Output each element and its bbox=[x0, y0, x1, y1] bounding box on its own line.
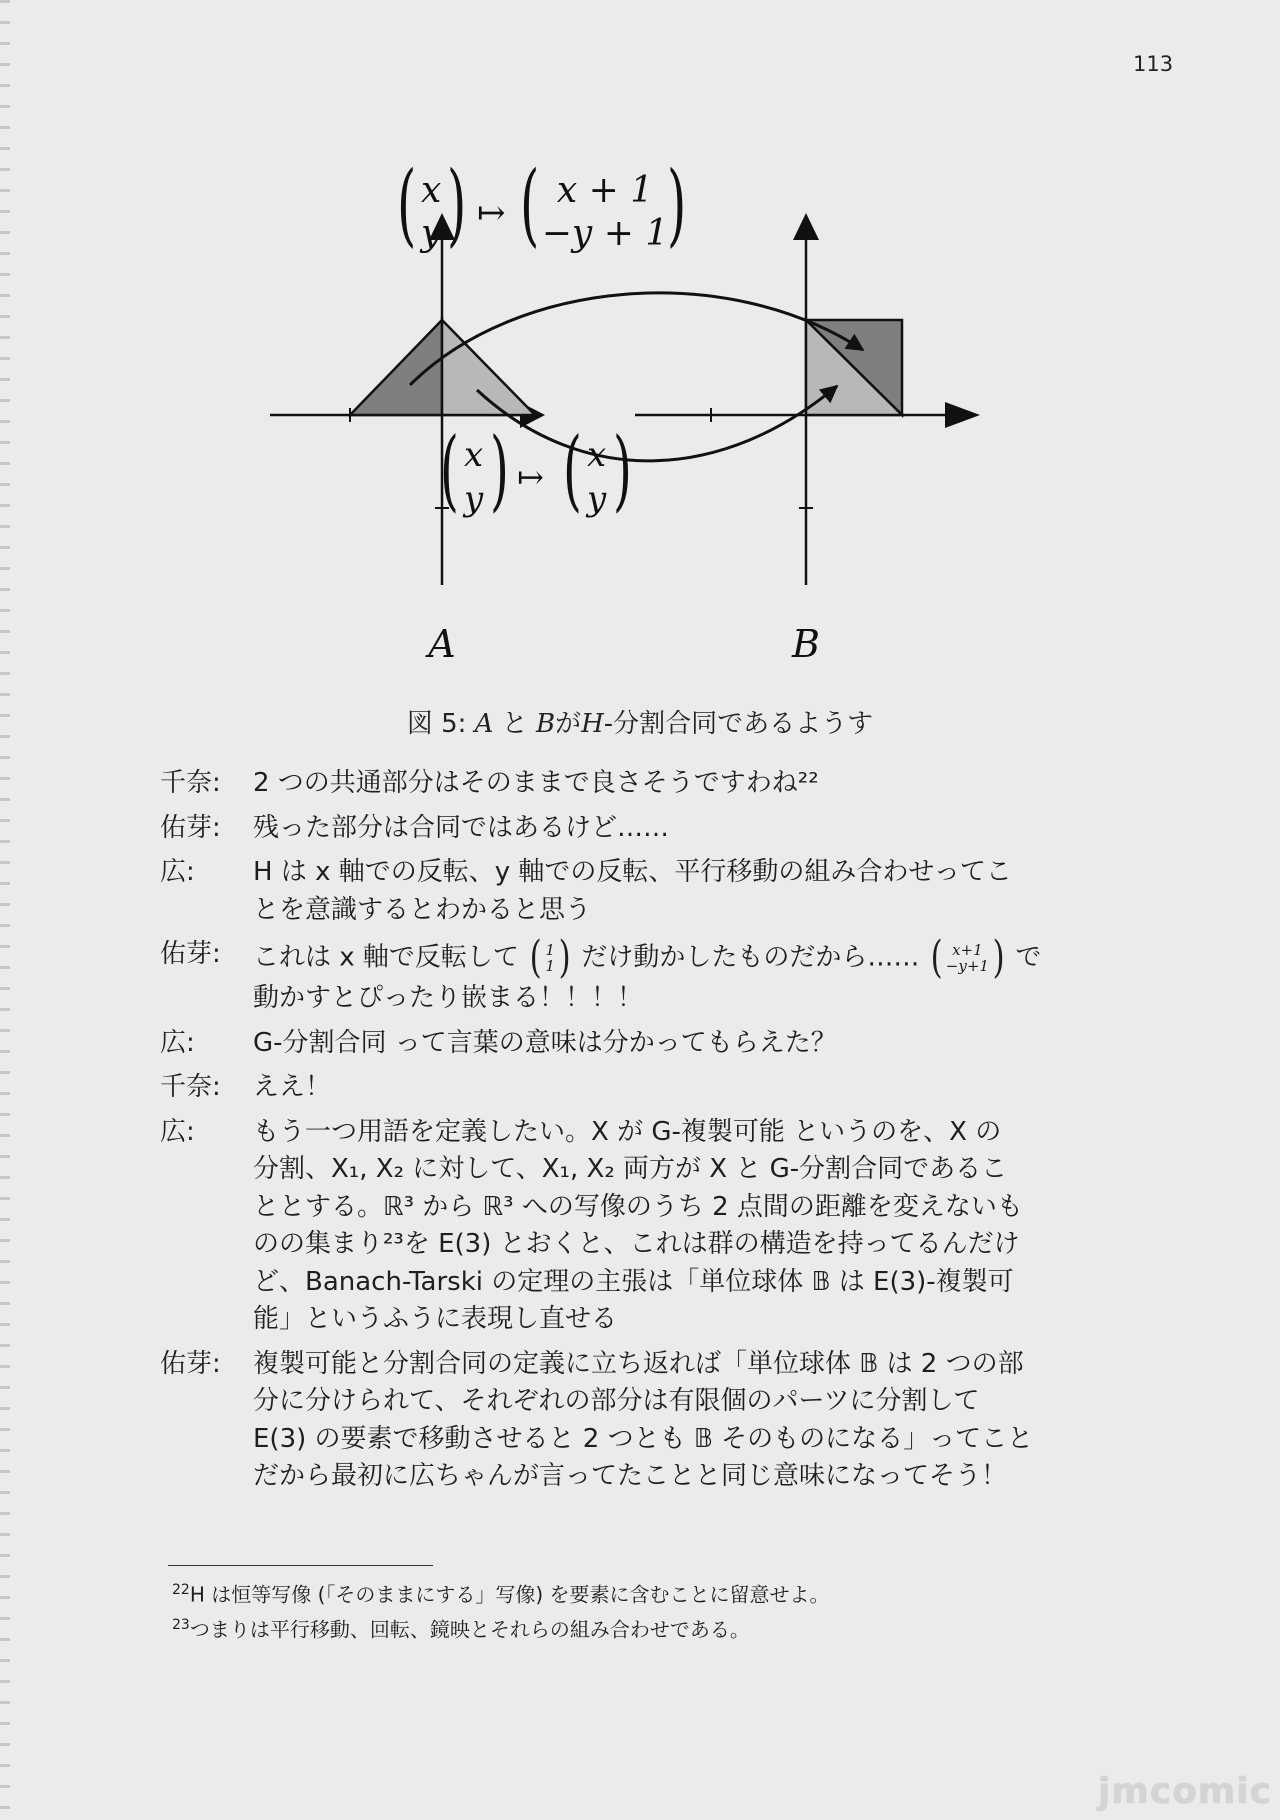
caption-a: A bbox=[474, 709, 494, 739]
dialogue-line: 分に分けられて、それぞれの部分は有限個のパーツに分割して bbox=[253, 1386, 980, 1416]
dialogue-text: で bbox=[1015, 942, 1042, 973]
svg-text:(: ( bbox=[520, 160, 540, 258]
caption-h: H bbox=[581, 709, 604, 739]
dialogue-turn bbox=[160, 1025, 1090, 1063]
vector-entry: 1 bbox=[545, 941, 555, 959]
speaker-name: 広: bbox=[160, 1027, 195, 1058]
dialogue-text: これは x 軸で反転して bbox=[253, 942, 519, 973]
dialogue-turn bbox=[160, 810, 1090, 848]
dialogue-text: だけ動かしたものだから…… bbox=[581, 942, 920, 973]
dialogue-line: 動かすとぴったり嵌まる！！！！ bbox=[253, 983, 644, 1013]
speaker-name: 佑芽: bbox=[160, 812, 221, 843]
footnote-text: H は恒等写像 (「そのままにする」写像) を要素に含むことに留意せよ。 bbox=[189, 1582, 830, 1607]
dialogue-line: E(3) の要素で移動させると 2 つとも 𝔹 そのものになる」ってこと bbox=[253, 1423, 1034, 1454]
svg-text:): ) bbox=[667, 160, 687, 258]
dialogue-line: とを意識するとわかると思う bbox=[253, 894, 592, 925]
dialogue-line: 2 つの共通部分はそのままで良さそうですわね²² bbox=[253, 768, 819, 798]
speaker-name: 広: bbox=[160, 857, 195, 887]
footnotes bbox=[172, 1575, 830, 1644]
vector-entry: 1 bbox=[545, 957, 555, 975]
vector-entry: x+1 bbox=[952, 941, 983, 959]
caption-ga: が bbox=[555, 709, 582, 739]
vector-map: ( x+1 −y+1 ) bbox=[930, 932, 1005, 983]
dialogue-line: だから最初に広ちゃんが言ってたことと同じ意味になってそう！ bbox=[253, 1461, 1008, 1491]
svg-text:): ) bbox=[490, 418, 509, 522]
speaker-name: 千奈: bbox=[160, 768, 221, 798]
top-map-arrow: ↦ bbox=[477, 193, 506, 233]
svg-text:(: ( bbox=[563, 418, 582, 522]
footnote-mark: 23 bbox=[172, 1616, 190, 1633]
top-map-lhs-bottom: y bbox=[421, 213, 442, 254]
figure-diagram bbox=[255, 160, 1015, 680]
vector-entry: −y+1 bbox=[945, 957, 989, 975]
dialogue-line: 残った部分は合同ではあるけど…… bbox=[253, 812, 670, 843]
caption-suffix: -分割合同であるようす bbox=[603, 709, 874, 739]
bottom-map-arc bbox=[477, 386, 837, 461]
bottom-map-lhs-bottom: y bbox=[464, 479, 484, 519]
shape-a bbox=[350, 320, 535, 415]
dialogue-line: ど、Banach-Tarski の定理の主張は「単位球体 𝔹 は E(3)-複製可 bbox=[253, 1266, 1014, 1297]
figure-5 bbox=[255, 160, 1015, 680]
speaker-name: 広: bbox=[160, 1116, 195, 1147]
figure-caption bbox=[0, 703, 1280, 740]
binding-edge bbox=[0, 0, 10, 1820]
speaker-name: 佑芽: bbox=[160, 1348, 221, 1379]
svg-text:(: ( bbox=[440, 418, 459, 522]
footnote-mark: 22 bbox=[172, 1582, 190, 1598]
speaker-name: 千奈: bbox=[160, 1072, 221, 1102]
top-map-label bbox=[397, 160, 686, 257]
caption-to: と bbox=[501, 709, 528, 739]
dialogue-turn bbox=[160, 1114, 1090, 1339]
dialogue bbox=[160, 765, 1090, 1503]
bottom-map-lhs-top: x bbox=[464, 435, 484, 475]
dialogue-turn bbox=[160, 765, 1090, 803]
bottom-map-rhs-top: x bbox=[587, 435, 607, 475]
dialogue-line: G-分割合同 って言葉の意味は分かってもらえた？ bbox=[253, 1027, 837, 1058]
dialogue-line: ととする。ℝ³ から ℝ³ への写像のうち 2 点間の距離を変えないも bbox=[253, 1191, 1023, 1222]
vector-1-1: ( 1 1 ) bbox=[529, 932, 571, 983]
dialogue-line-with-vectors bbox=[253, 932, 1090, 983]
top-map-rhs-top: x + 1 bbox=[556, 170, 654, 211]
dialogue-line: のの集まり²³を E(3) とおくと、これは群の構造を持ってるんだけ bbox=[253, 1229, 1020, 1259]
dialogue-line: H は x 軸での反転、y 軸での反転、平行移動の組み合わせってこ bbox=[253, 857, 1012, 887]
caption-prefix: 図 5: bbox=[406, 709, 467, 739]
page-number: 113 bbox=[1133, 52, 1174, 76]
dialogue-line: 分割、X₁, X₂ に対して、X₁, X₂ 両方が X と G-分割合同であるこ bbox=[253, 1154, 1008, 1184]
footnote-text: つまりは平行移動、回転、鏡映とそれらの組み合わせである。 bbox=[189, 1617, 750, 1642]
dialogue-turn bbox=[160, 1069, 1090, 1107]
top-map-rhs-bottom: −y + 1 bbox=[541, 213, 669, 254]
dialogue-line: 複製可能と分割合同の定義に立ち返れば「単位球体 𝔹 は 2 つの部 bbox=[253, 1348, 1024, 1379]
dialogue-line: ええ！ bbox=[253, 1072, 332, 1102]
dialogue-turn bbox=[160, 932, 1090, 1018]
top-map-lhs-top: x bbox=[421, 170, 442, 211]
svg-text:(: ( bbox=[397, 160, 417, 258]
svg-text:): ) bbox=[447, 160, 467, 258]
footnote-22 bbox=[172, 1575, 830, 1610]
bottom-map-arrow: ↦ bbox=[517, 458, 544, 496]
label-b: B bbox=[792, 622, 820, 666]
footnote-divider bbox=[168, 1565, 433, 1566]
dialogue-turn bbox=[160, 854, 1090, 929]
dialogue-turn bbox=[160, 1346, 1090, 1496]
bottom-map-rhs-bottom: y bbox=[587, 479, 607, 519]
watermark: jmcomic bbox=[1097, 1771, 1272, 1812]
dialogue-line: もう一つ用語を定義したい。X が G-複製可能 というのを、X の bbox=[253, 1116, 1002, 1147]
speaker-name: 佑芽: bbox=[160, 939, 221, 969]
label-a: A bbox=[428, 622, 456, 666]
dialogue-line: 能」というふうに表現し直せる bbox=[253, 1304, 618, 1334]
caption-b: B bbox=[535, 709, 556, 739]
footnote-23 bbox=[172, 1610, 830, 1645]
svg-text:): ) bbox=[613, 418, 632, 522]
